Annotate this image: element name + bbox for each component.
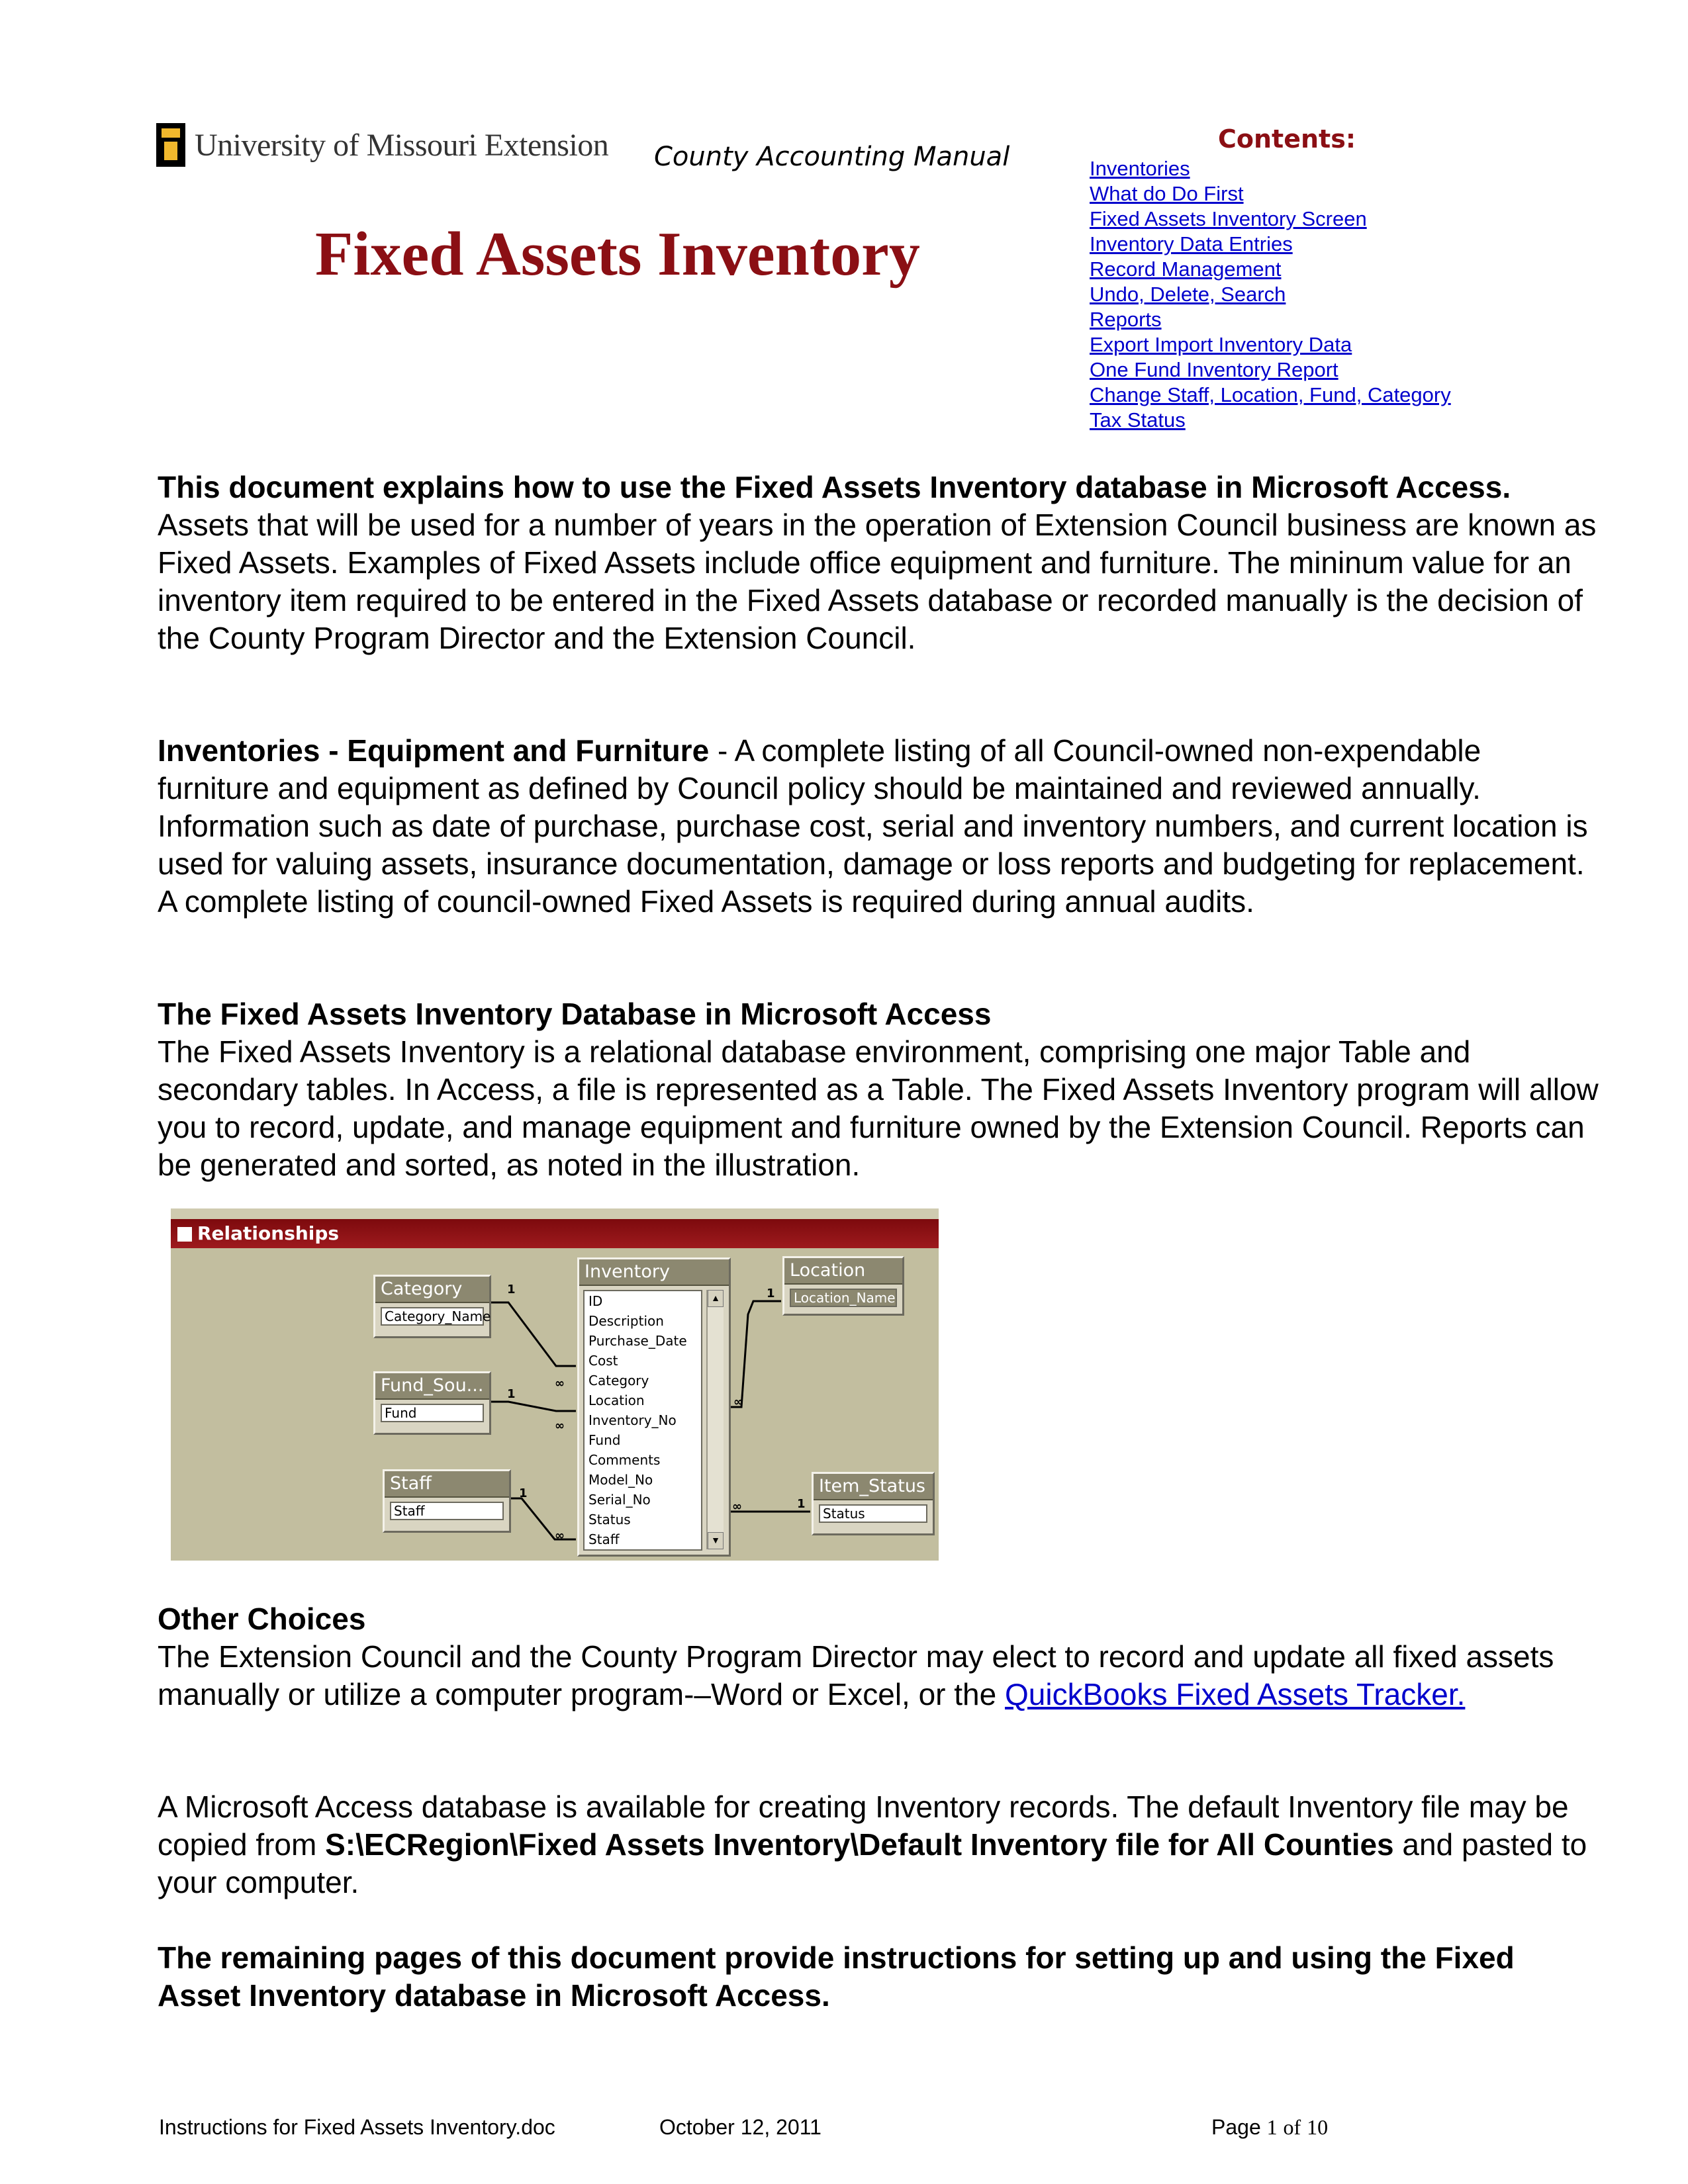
quickbooks-link[interactable]: QuickBooks Fixed Assets Tracker.	[1005, 1677, 1466, 1711]
field-location: Location	[588, 1392, 645, 1408]
many-marker-status: ∞	[732, 1500, 742, 1514]
many-marker-staff: ∞	[555, 1529, 565, 1543]
toc-link-what-to-do-first[interactable]: What do Do First	[1090, 182, 1244, 205]
line-category	[489, 1302, 576, 1366]
toc-link-data-entries[interactable]: Inventory Data Entries	[1090, 232, 1293, 255]
closing-text: The remaining pages of this document provide instructions for setting up and using the Fixed Asset Inventory database in Microsoft Access.	[158, 1940, 1515, 2013]
toc-link-inventories[interactable]: Inventories	[1090, 157, 1190, 180]
fund-source-table[interactable]	[373, 1371, 491, 1435]
other-choices-text: The Extension Council and the County Program Director may elect to record and update all fixed assets manually or utilize a computer program-–Word or Excel, or the	[158, 1639, 1554, 1711]
staff-table[interactable]	[383, 1469, 511, 1533]
one-marker-fund: 1	[507, 1387, 516, 1401]
toc-link-reports[interactable]: Reports	[1090, 308, 1162, 331]
line-staff	[508, 1498, 576, 1539]
inventory-field-list[interactable]	[583, 1290, 702, 1551]
fund-field: Fund	[381, 1404, 484, 1422]
field-model-no: Model_No	[588, 1472, 653, 1488]
manual-title: County Accounting Manual	[654, 142, 1010, 172]
toc-link-inventory-screen[interactable]: Fixed Assets Inventory Screen	[1090, 207, 1367, 230]
contents-list	[1090, 156, 1451, 433]
field-status: Status	[588, 1512, 631, 1527]
category-table[interactable]	[373, 1275, 491, 1338]
footer-page-info	[1211, 2115, 1328, 2140]
staff-table-name: Staff	[385, 1471, 509, 1498]
category-table-name: Category	[375, 1277, 489, 1303]
access-db-text2: and pasted to your computer.	[158, 1827, 1587, 1899]
contents-heading: Contents:	[1218, 124, 1356, 154]
many-marker-category: ∞	[555, 1377, 565, 1390]
page-label: Page	[1211, 2115, 1261, 2139]
university-logo	[156, 123, 608, 167]
field-id: ID	[588, 1293, 603, 1309]
inventories-paragraph	[158, 732, 1601, 921]
item-status-table[interactable]	[812, 1472, 935, 1535]
toc-link-undo-delete-search[interactable]: Undo, Delete, Search	[1090, 283, 1286, 306]
other-choices-section	[158, 1600, 1601, 1713]
toc-link-export-import[interactable]: Export Import Inventory Data	[1090, 333, 1352, 356]
line-fund	[489, 1402, 576, 1411]
other-choices-heading: Other Choices	[158, 1602, 366, 1636]
line-location	[728, 1301, 781, 1407]
field-cost: Cost	[588, 1353, 618, 1369]
location-field: Location_Name	[790, 1289, 897, 1307]
field-category: Category	[588, 1373, 649, 1388]
logo-text: University of Missouri Extension	[195, 127, 609, 163]
item-status-table-name: Item_Status	[814, 1474, 933, 1500]
footer-filename: Instructions for Fixed Assets Inventory.doc	[159, 2115, 555, 2139]
access-db-paragraph	[158, 1788, 1601, 1901]
field-serial-no: Serial_No	[588, 1492, 651, 1508]
of-label: of	[1283, 2115, 1301, 2139]
inventory-scrollbar[interactable]	[706, 1290, 724, 1549]
mizzou-logo-icon	[156, 123, 185, 167]
scroll-up-icon[interactable]: ▲	[708, 1290, 724, 1307]
footer-date: October 12, 2011	[659, 2115, 821, 2139]
one-marker-staff: 1	[519, 1486, 528, 1500]
field-inventory-no: Inventory_No	[588, 1412, 677, 1428]
toc-link-one-fund-report[interactable]: One Fund Inventory Report	[1090, 358, 1338, 381]
location-table[interactable]	[782, 1256, 904, 1316]
fund-table-name: Fund_Sou...	[375, 1373, 489, 1400]
relationships-title: Relationships	[197, 1222, 340, 1244]
one-marker-category: 1	[507, 1283, 516, 1297]
database-heading: The Fixed Assets Inventory Database in Microsoft Access	[158, 997, 992, 1031]
closing-paragraph	[158, 1939, 1601, 2015]
field-fund: Fund	[588, 1432, 621, 1448]
location-table-name: Location	[784, 1258, 902, 1285]
scroll-down-icon[interactable]: ▼	[708, 1532, 724, 1549]
page-number: 1	[1266, 2115, 1278, 2139]
many-marker-fund: ∞	[555, 1419, 565, 1433]
one-marker-status: 1	[797, 1497, 806, 1511]
toc-link-tax-status[interactable]: Tax Status	[1090, 408, 1186, 432]
database-text: The Fixed Assets Inventory is a relational database environment, comprising one major Table and secondary tables. In Access, a file is represented as a Table. The Fixed Assets Inventory program will allow you to record, update, and manage equipment and furniture owned by the Extension Council. Reports can be generated and sorted, as noted in the illustration.	[158, 1034, 1599, 1182]
field-description: Description	[588, 1313, 664, 1329]
one-marker-location: 1	[767, 1287, 775, 1300]
category-field: Category_Name	[381, 1307, 484, 1326]
access-db-text1: A Microsoft Access database is available for creating Inventory records. The default Inventory file may be copied from	[158, 1790, 1569, 1862]
inventories-text: - A complete listing of all Council-owned non-expendable furniture and equipment as defined by Council policy should be maintained and reviewed annually. Information such as date of purchase, purchase cost, serial and inventory numbers, and current location is used for valuing assets, insurance documentation, damage or loss reports and budgeting for replacement. A complete listing of council-owned Fixed Assets is required during annual audits.	[158, 733, 1588, 919]
field-purchase-date: Purchase_Date	[588, 1333, 687, 1349]
intro-bold: This document explains how to use the Fixed Assets Inventory database in Microsoft Access.	[158, 470, 1511, 504]
inventory-table-name: Inventory	[579, 1259, 729, 1286]
intro-paragraph	[158, 469, 1601, 657]
many-marker-location: ∞	[733, 1395, 743, 1409]
inventory-table[interactable]	[577, 1257, 731, 1557]
toc-link-change-staff[interactable]: Change Staff, Location, Fund, Category	[1090, 383, 1451, 406]
relationships-window	[171, 1208, 939, 1561]
staff-field: Staff	[390, 1502, 504, 1520]
field-comments: Comments	[588, 1452, 661, 1468]
inventories-heading: Inventories - Equipment and Furniture	[158, 733, 710, 768]
field-staff: Staff	[588, 1531, 620, 1547]
access-db-path: S:\ECRegion\Fixed Assets Inventory\Default Inventory file for All Counties	[325, 1827, 1394, 1862]
toc-link-record-management[interactable]: Record Management	[1090, 257, 1282, 281]
intro-text: Assets that will be used for a number of years in the operation of Extension Council business are known as Fixed Assets. Examples of Fixed Assets include office equipment and furniture. The mininum value for an inventory item required to be entered in the Fixed Assets database or recorded manually is the decision of the County Program Director and the Extension Council.	[158, 508, 1597, 655]
database-section	[158, 995, 1601, 1184]
status-field: Status	[819, 1504, 927, 1523]
total-pages: 10	[1307, 2115, 1329, 2139]
page-title: Fixed Assets Inventory	[315, 220, 920, 289]
